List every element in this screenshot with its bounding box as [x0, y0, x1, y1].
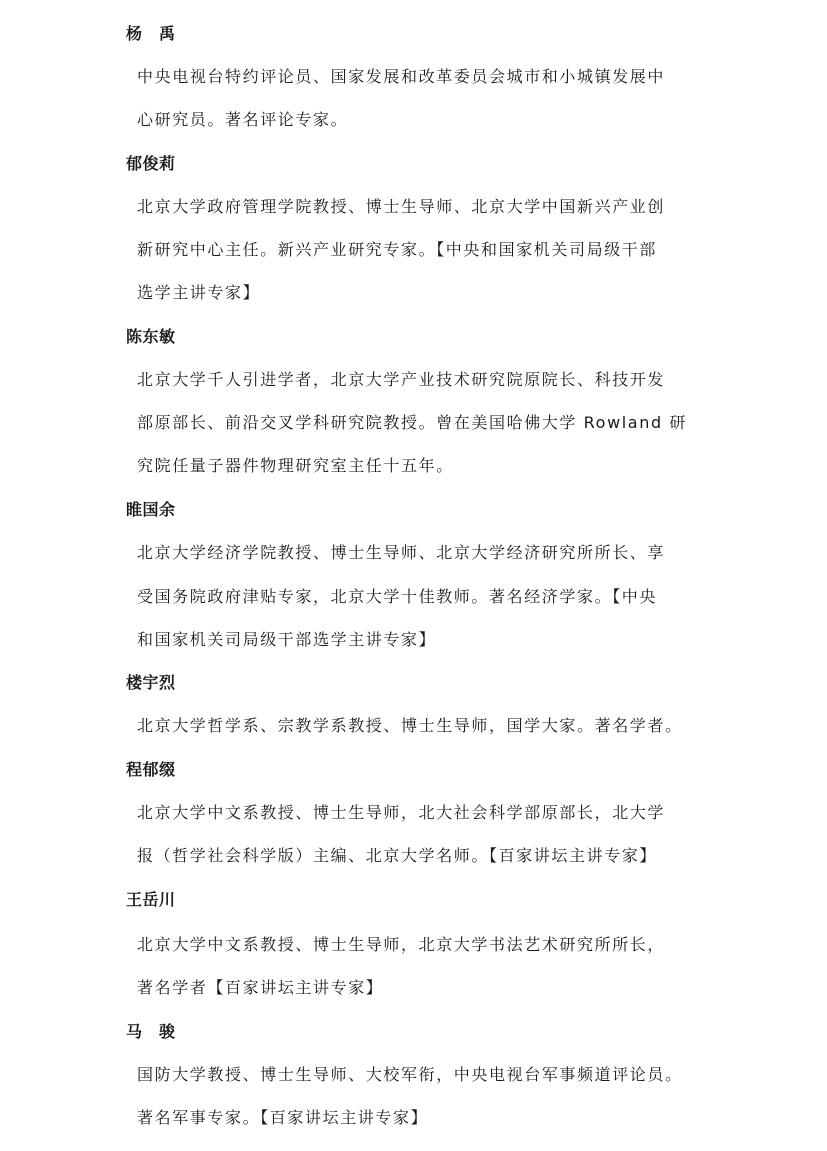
expert-bio-line: 中央电视台特约评论员、国家发展和改革委员会城市和小城镇发展中	[137, 67, 666, 86]
expert-bio-line: 国防大学教授、博士生导师、大校军衔，中央电视台军事频道评论员。	[137, 1065, 683, 1084]
expert-name: 睢国余	[126, 500, 176, 519]
expert-bio-line: 北京大学中文系教授、博士生导师，北大社会科学部原部长，北大学	[137, 803, 666, 822]
expert-bio-line: 选学主讲专家】	[137, 283, 261, 302]
expert-bio-line: 心研究员。著名评论专家。	[137, 110, 349, 129]
expert-name: 王岳川	[126, 890, 176, 909]
expert-bio-line: 报（哲学社会科学版）主编、北京大学名师。【百家讲坛主讲专家】	[137, 846, 658, 865]
expert-bio-line: 北京大学中文系教授、博士生导师，北京大学书法艺术研究所所长，	[137, 935, 666, 954]
expert-bio-line: 北京大学政府管理学院教授、博士生导师、北京大学中国新兴产业创	[137, 197, 666, 216]
expert-bio-line: 和国家机关司局级干部选学主讲专家】	[137, 630, 437, 649]
expert-bio-line: 北京大学哲学系、宗教学系教授、博士生导师，国学大家。著名学者。	[137, 716, 683, 735]
expert-name: 马 骏	[126, 1022, 176, 1041]
expert-bio-line: 北京大学经济学院教授、博士生导师、北京大学经济研究所所长、享	[137, 543, 666, 562]
expert-bio-line: 新研究中心主任。新兴产业研究专家。【中央和国家机关司局级干部	[137, 240, 658, 259]
expert-name: 楼宇烈	[126, 673, 176, 692]
expert-bio-line: 受国务院政府津贴专家，北京大学十佳教师。著名经济学家。【中央	[137, 587, 658, 606]
expert-bio-line: 部原部长、前沿交叉学科研究院教授。曾在美国哈佛大学 Rowland 研	[137, 413, 687, 432]
expert-name: 郁俊莉	[126, 154, 176, 173]
expert-bio-line: 究院任量子器件物理研究室主任十五年。	[137, 456, 454, 475]
expert-name: 程郁缀	[126, 760, 176, 779]
expert-name: 陈东敏	[126, 327, 176, 346]
expert-bio-line: 北京大学千人引进学者，北京大学产业技术研究院原院长、科技开发	[137, 370, 666, 389]
expert-bio-line: 著名军事专家。【百家讲坛主讲专家】	[137, 1108, 429, 1127]
expert-name: 杨 禹	[126, 24, 176, 43]
expert-bio-line: 著名学者【百家讲坛主讲专家】	[137, 978, 384, 997]
